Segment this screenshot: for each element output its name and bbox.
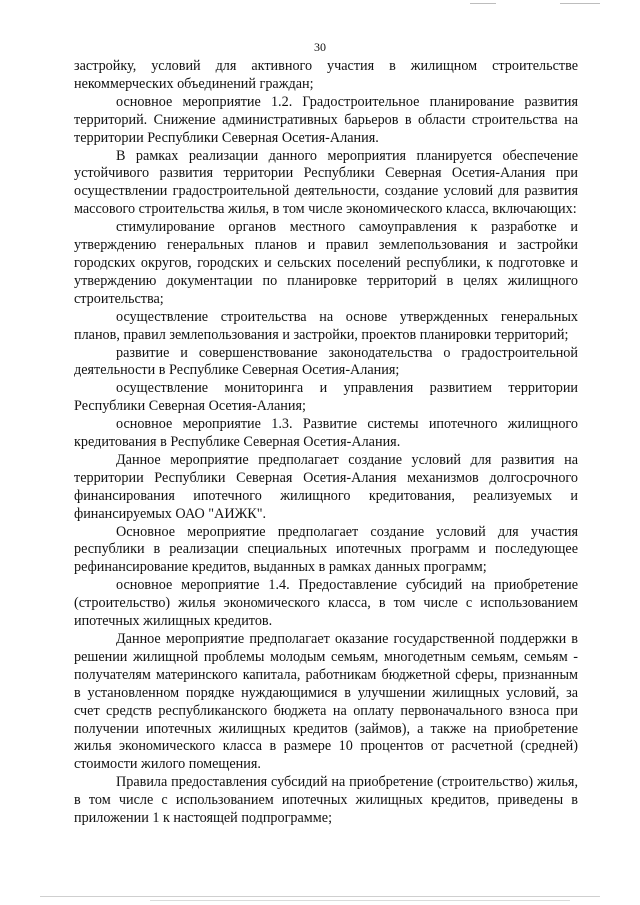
paragraph: основное мероприятие 1.2. Градостроительное планирование развития территорий. Снижение административных барьеров в области строительства на территории Республики Северная Осетия-Алания. [74, 93, 578, 146]
paragraph: основное мероприятие 1.4. Предоставление субсидий на приобретение (строительство) жилья экономического класса, в том числе с использованием ипотечных жилищных кредитов. [74, 577, 578, 630]
page-number: 30 [314, 40, 326, 54]
paragraph: осуществление мониторинга и управления развитием территории Республики Северная Осетия-Алания; [74, 380, 578, 415]
scan-artifact-top-left [470, 3, 496, 4]
scan-artifact-top-right [560, 3, 600, 4]
paragraph: стимулирование органов местного самоуправления к разработке и утверждению генеральных планов и правил землепользования и застройки городских округов, городских и сельских поселений республики, к подготовке и утверждению документации по планировке территорий в целях жилищного строительства; [74, 219, 578, 307]
paragraph: Данное мероприятие предполагает оказание государственной поддержки в решении жилищной проблемы молодым семьям, многодетным семьям, семьям - получателям материнского капитала, работникам бюджетной сферы, признанным в установленном порядке нуждающимися в улучшении жилищных условий, за счет средств республиканского бюджета на оплату первоначального взноса при получении ипотечных жилищных кредитов (займов), а также на приобретение жилья экономического класса в размере 10 процентов от расчетной (средней) стоимости жилого помещения. [74, 631, 578, 773]
paragraph: застройку, условий для активного участия в жилищном строительстве некоммерческих объединений граждан; [74, 58, 578, 92]
paragraph: основное мероприятие 1.3. Развитие системы ипотечного жилищного кредитования в Республике Северная Осетия-Алания. [74, 416, 578, 451]
paragraph: Данное мероприятие предполагает создание условий для развития на территории Республики Северная Осетия-Алания механизмов долгосрочного финансирования ипотечного жилищного кредитования, реализуемых и финансируемых ОАО "АИЖК". [74, 451, 578, 522]
paragraph: В рамках реализации данного мероприятия планируется обеспечение устойчивого развития территории Республики Северная Осетия-Алания при осуществлении градостроительной деятельности, создание условий для развития массового строительства жилья, в том числе экономического класса, включающих: [74, 147, 578, 218]
paragraph: осуществление строительства на основе утвержденных генеральных планов, правил землепользования и застройки, проектов планировки территорий; [74, 308, 578, 343]
paragraph: развитие и совершенствование законодательства о градостроительной деятельности в Республике Северная Осетия-Алания; [74, 344, 578, 379]
document-body [74, 58, 578, 828]
paragraph: Основное мероприятие предполагает создание условий для участия республики в реализации специальных ипотечных программ и последующее рефинансирование кредитов, выданных в рамках данных программ; [74, 523, 578, 576]
scan-artifact-bottom-edge [40, 896, 600, 897]
paragraph: Правила предоставления субсидий на приобретение (строительство) жилья, в том числе с использованием ипотечных жилищных кредитов, приведены в приложении 1 к настоящей подпрограмме; [74, 774, 578, 827]
scan-artifact-bottom-edge-2 [150, 900, 570, 901]
